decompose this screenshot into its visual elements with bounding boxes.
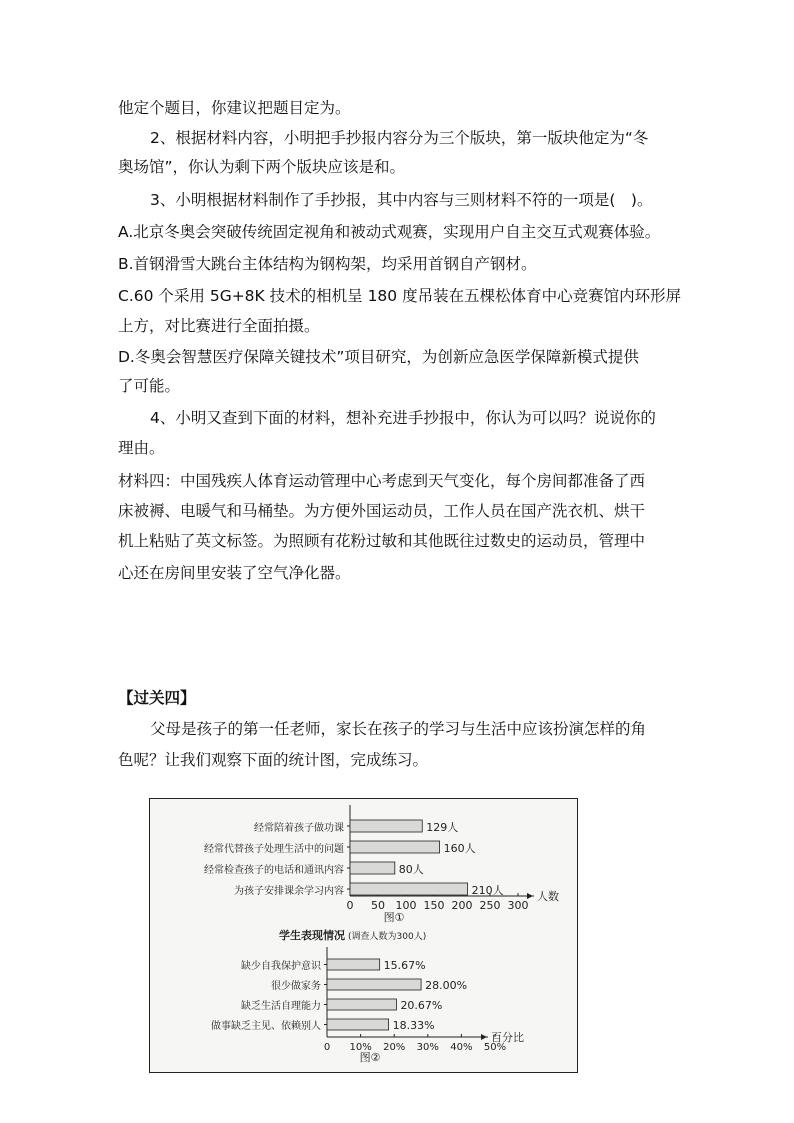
x-axis-label: 人数: [537, 890, 559, 903]
bar: [350, 883, 468, 895]
x-axis-label: 百分比: [491, 1031, 524, 1044]
statistics-figure: [149, 798, 578, 1073]
category-label: 缺少自我保护意识: [241, 961, 321, 972]
figure-caption: 图②: [359, 1051, 381, 1064]
data-label: 20.67%: [400, 999, 443, 1012]
x-tick-label: 250: [479, 899, 501, 912]
text-line: 他定个题目，你建议把题目定为。: [118, 99, 351, 117]
category-label: 做事缺乏主见、依赖别人: [211, 1021, 321, 1032]
data-label: 160人: [443, 842, 476, 855]
statistics-charts: [150, 799, 577, 1072]
option-c-line-2: 上方，对比赛进行全面拍摄。: [118, 317, 320, 335]
data-label: 129人: [426, 821, 459, 834]
category-label: 经常陪着孩子做功课: [254, 823, 344, 834]
data-label: 15.67%: [383, 959, 426, 972]
question-2-line-2: 奥场馆”，你认为剩下两个版块应该是和。: [118, 158, 406, 176]
question-4-line-2: 理由。: [118, 439, 165, 457]
category-label: 经常代替孩子处理生活中的问题: [204, 844, 344, 855]
option-c-line-1: C.60 个采用 5G+8K 技术的相机呈 180 度吊装在五棵松体育中心竞赛馆内环形屏: [118, 287, 682, 305]
data-label: 80人: [398, 863, 424, 876]
figure-caption: 图①: [383, 911, 405, 924]
x-tick-label: 10%: [349, 1042, 372, 1053]
x-axis-arrow: [481, 1034, 487, 1040]
bar: [350, 841, 440, 853]
x-tick-label: 30%: [416, 1042, 439, 1053]
x-tick-label: 200: [451, 899, 473, 912]
x-tick-label: 150: [423, 899, 445, 912]
data-label: 210人: [471, 884, 504, 897]
material-4-line-2: 床被褥、电暖气和马桶垫。为方便外国运动员，工作人员在国产洗衣机、烘干: [118, 502, 646, 520]
data-label: 18.33%: [392, 1019, 435, 1032]
chart-title: 学生表现情况: [279, 929, 345, 942]
intro-line-2: 色呢？让我们观察下面的统计图，完成练习。: [118, 751, 429, 769]
x-tick-label: 50: [371, 899, 385, 912]
option-d-line-2: 了可能。: [118, 377, 181, 395]
bar: [327, 979, 421, 990]
question-4-line-1: 4、小明又查到下面的材料，想补充进手抄报中，你认为可以吗？说说你的: [150, 409, 656, 427]
x-tick-label: 100: [395, 899, 417, 912]
bar: [350, 820, 422, 832]
option-d-line-1: D.冬奥会智慧医疗保障关键技术”项目研究，为创新应急医学保障新模式提供: [118, 348, 639, 366]
category-label: 缺乏生活自理能力: [241, 1001, 321, 1012]
bar: [327, 1019, 389, 1030]
option-b: B.首钢滑雪大跳台主体结构为钢构架，均采用首钢自产钢材。: [118, 255, 537, 273]
material-4-line-4: 心还在房间里安装了空气净化器。: [118, 564, 351, 582]
bar: [327, 959, 380, 970]
x-tick-label: 20%: [383, 1042, 406, 1053]
material-4-line-1: 材料四：中国残疾人体育运动管理中心考虑到天气变化，每个房间都准备了西: [118, 472, 646, 490]
x-tick-label: 50%: [483, 1042, 507, 1053]
intro-line-1: 父母是孩子的第一任老师，家长在孩子的学习与生活中应该扮演怎样的角: [150, 720, 647, 738]
x-tick-label: 300: [507, 899, 529, 912]
category-label: 很少做家务: [271, 981, 321, 992]
question-3: 3、小明根据材料制作了手抄报，其中内容与三则材料不符的一项是( )。: [150, 191, 653, 209]
data-label: 28.00%: [425, 979, 468, 992]
x-tick-label: 40%: [450, 1042, 473, 1053]
section-heading: 【过关四】: [118, 689, 196, 707]
question-2-line-1: 2、根据材料内容，小明把手抄报内容分为三个版块，第一版块他定为“冬: [150, 129, 649, 147]
category-label: 经常检查孩子的电话和通讯内容: [204, 865, 344, 876]
x-tick-label: 0: [346, 899, 354, 912]
material-4-line-3: 机上粘贴了英文标签。为照顾有花粉过敏和其他既往过数史的运动员，管理中: [118, 532, 646, 550]
option-a: A.北京冬奥会突破传统固定视角和被动式观赛，实现用户自主交互式观赛体验。: [118, 223, 661, 241]
chart-subtitle: (调查人数为300人): [348, 932, 427, 942]
bar: [350, 862, 395, 874]
x-tick-label: 0: [323, 1042, 331, 1053]
category-label: 为孩子安排课余学习内容: [234, 886, 344, 897]
bar: [327, 999, 396, 1010]
